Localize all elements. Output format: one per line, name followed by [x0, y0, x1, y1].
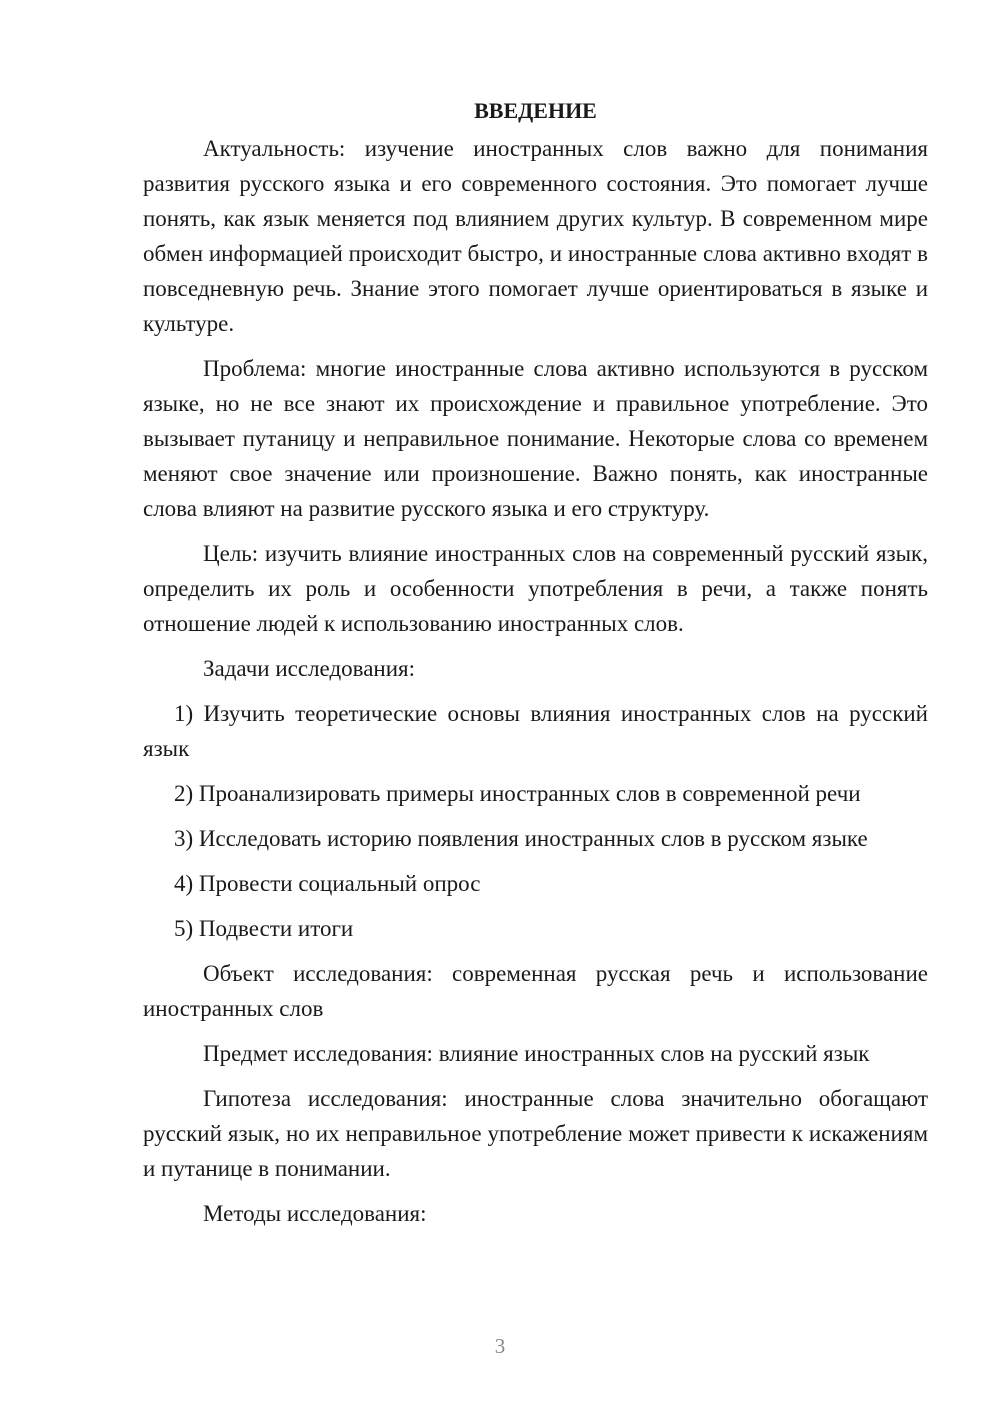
page-number: 3	[494, 1334, 506, 1358]
paragraph-object: Объект исследования: современная русская речь и использование иностранных слов	[143, 961, 928, 1021]
task-item-2: 2) Проанализировать примеры иностранных слов в современной речи	[174, 781, 861, 806]
task-item-5: 5) Подвести итоги	[174, 916, 354, 941]
methods-heading: Методы исследования:	[203, 1201, 427, 1226]
document-page	[143, 96, 928, 1241]
paragraph-subject: Предмет исследования: влияние иностранных слов на русский язык	[203, 1041, 870, 1066]
paragraph-goal: Цель: изучить влияние иностранных слов на современный русский язык, определить их роль и особенности употребления в речи, а также понять отношение людей к использованию иностранных слов.	[143, 541, 928, 636]
task-item-1: 1) Изучить теоретические основы влияния иностранных слов на русский язык	[143, 701, 928, 761]
tasks-heading: Задачи исследования:	[203, 656, 416, 681]
document-title: ВВЕДЕНИЕ	[474, 98, 597, 123]
task-item-4: 4) Провести социальный опрос	[174, 871, 481, 896]
paragraph-hypothesis: Гипотеза исследования: иностранные слова значительно обогащают русский язык, но их неправильное употребление может привести к искажениям и путанице в понимании.	[143, 1086, 928, 1181]
paragraph-problem: Проблема: многие иностранные слова активно используются в русском языке, но не все знают их происхождение и правильное употребление. Это вызывает путаницу и неправильное понимание. Некоторые слова со временем меняют свое значение или произношение. Важно понять, как иностранные слова влияют на развитие русского языка и его структуру.	[143, 356, 928, 521]
task-item-3: 3) Исследовать историю появления иностранных слов в русском языке	[174, 826, 868, 851]
paragraph-relevance: Актуальность: изучение иностранных слов важно для понимания развития русского языка и его современного состояния. Это помогает лучше понять, как язык меняется под влиянием других культур. В современном мире обмен информацией происходит быстро, и иностранные слова активно входят в повседневную речь. Знание этого помогает лучше ориентироваться в языке и культуре.	[143, 136, 928, 336]
